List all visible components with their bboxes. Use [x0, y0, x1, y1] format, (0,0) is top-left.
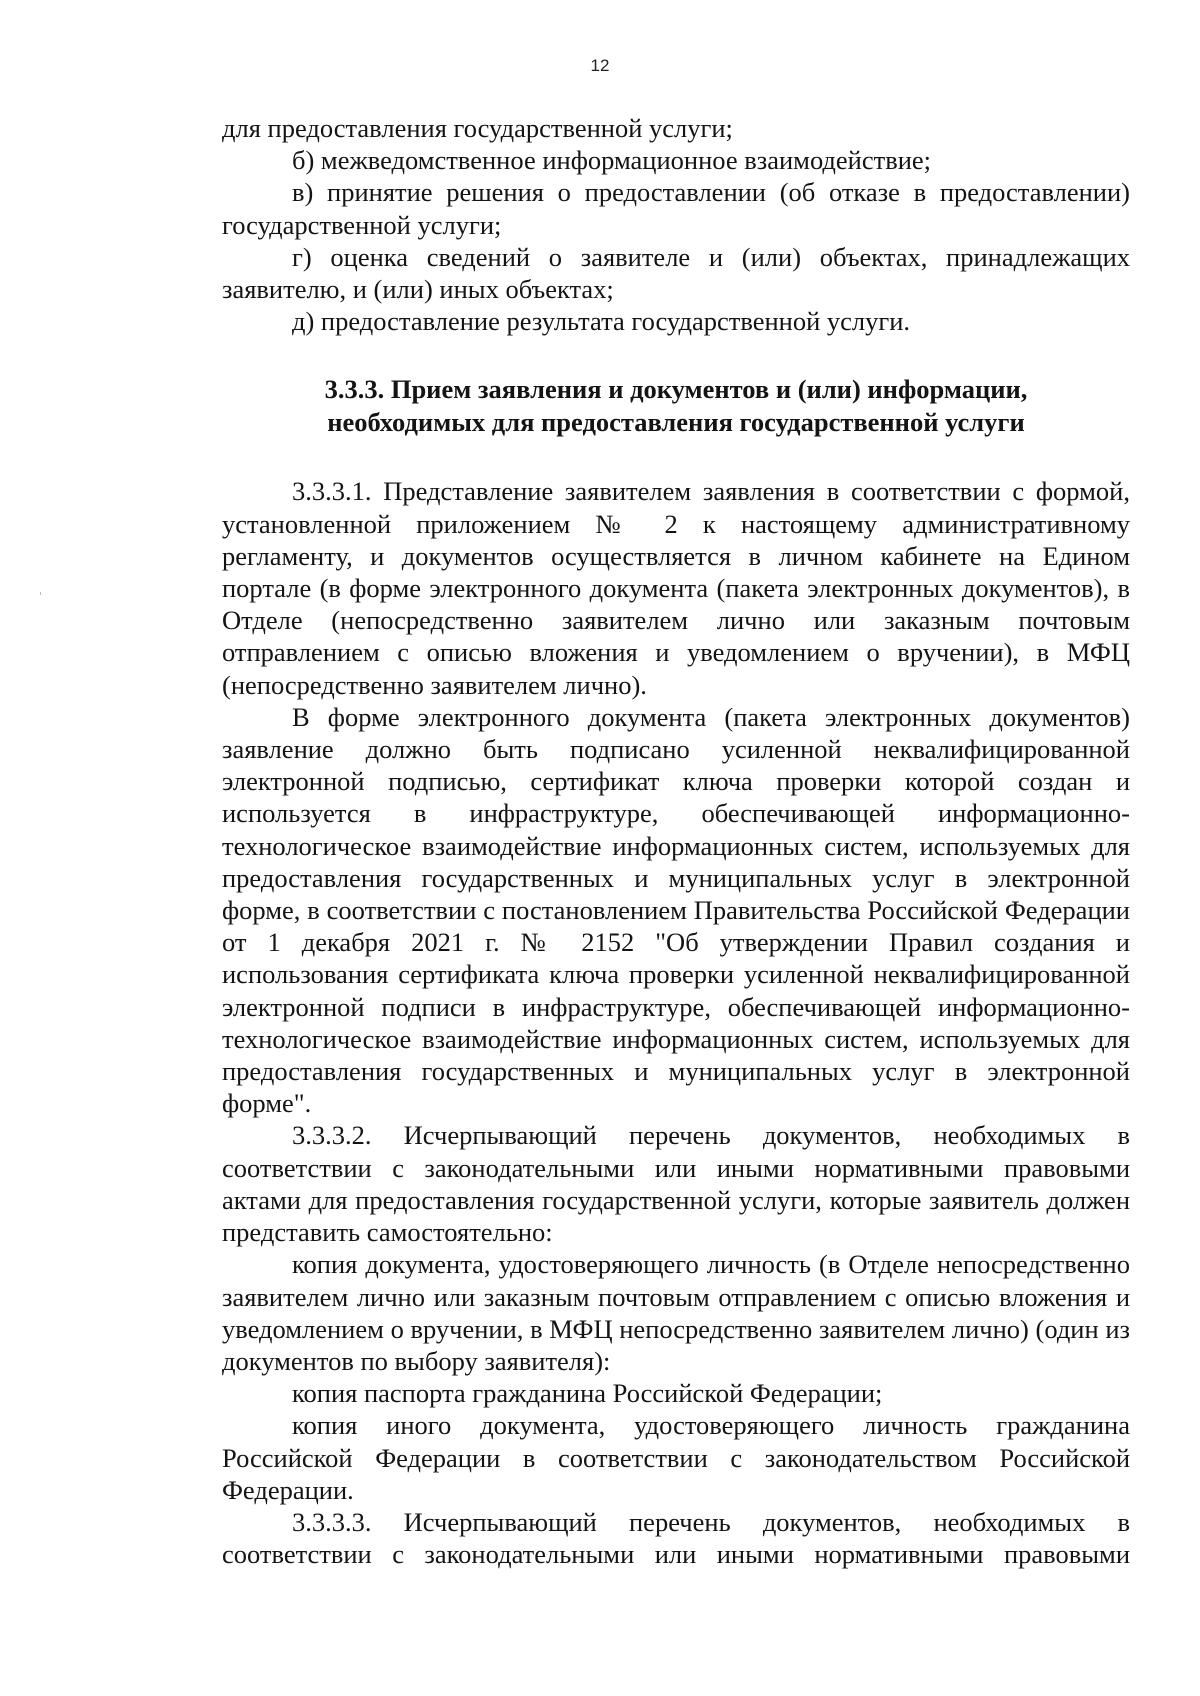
list-item-g: г) оценка сведений о заявителе и (или) объектах, принадлежащих заявителю, и (или) иных объектах; [222, 241, 1130, 305]
paragraph-continuation: для предоставления государственной услуги; [222, 113, 733, 143]
paragraph-identity-document: копия документа, удостоверяющего личность (в Отделе непосредственно заявителем лично или заказным почтовым отправлением с описью вложения и уведомлением о вручении, в МФЦ непосредственно заявителем лично) (один из документов по выбору заявителя): [222, 1249, 1130, 1376]
paragraph-electronic-form: В форме электронного документа (пакета электронных документов) заявление должно быть подписано усиленной неквалифицированной электронной подписью, сертификат ключа проверки которой создан и используется в инфраструктуре, обеспечивающей информационно-технологическое взаимодействие информационных систем, используемых для предоставления государственных и муниципальных услуг в электронной форме, в соответствии с постановлением Правительства Российской Федерации от 1 декабря 2021 г. № 2152 "Об утверждении Правил создания и использования сертификата ключа проверки усиленной неквалифицированной электронной подписи в инфраструктуре, обеспечивающей информационно-технологическое взаимодействие информационных систем, используемых для предоставления государственных и муниципальных услуг в электронной форме". [222, 701, 1130, 1119]
paragraph-3-3-3-1: 3.3.3.1. Представление заявителем заявления в соответствии с формой, установленной приложением № 2 к настоящему административному регламенту, и документов осуществляется в личном кабинете на Едином портале (в форме электронного документа (пакета электронных документов), в Отделе (непосредственно заявителем лично или заказным почтовым отправлением с описью вложения и уведомлением о вручении), в МФЦ (непосредственно заявителем лично). [222, 476, 1130, 700]
list-item-d: д) предоставление результата государственной услуги. [292, 306, 911, 337]
section-heading-line-2: необходимых для предоставления государственной услуги [327, 407, 1025, 438]
paragraph-3-3-3-2: 3.3.3.2. Исчерпывающий перечень документов, необходимых в соответствии с законодательными или иными нормативными правовыми актами для предоставления государственной услуги, которые заявитель должен представить самостоятельно: [222, 1120, 1130, 1248]
document-body [222, 112, 1130, 1570]
scan-artifact [40, 592, 41, 595]
list-item-b: б) межведомственное информационное взаимодействие; [292, 145, 932, 176]
paragraph-3-3-3-3: 3.3.3.3. Исчерпывающий перечень документов, необходимых в соответствии с законодательными или иными нормативными правовыми [222, 1506, 1130, 1570]
section-heading [222, 373, 1130, 439]
paragraph-passport-copy: копия паспорта гражданина Российской Федерации; [292, 1378, 883, 1409]
paragraph-other-document-copy: копия иного документа, удостоверяющего личность гражданина Российской Федерации в соответствии с законодательством Российской Федерации. [222, 1410, 1130, 1505]
page-number: 12 [590, 56, 610, 75]
list-item-v: в) принятие решения о предоставлении (об отказе в предоставлении) государственной услуги; [222, 177, 1130, 240]
section-heading-line-1: 3.3.3. Прием заявления и документов и (или) информации, [324, 374, 1028, 405]
